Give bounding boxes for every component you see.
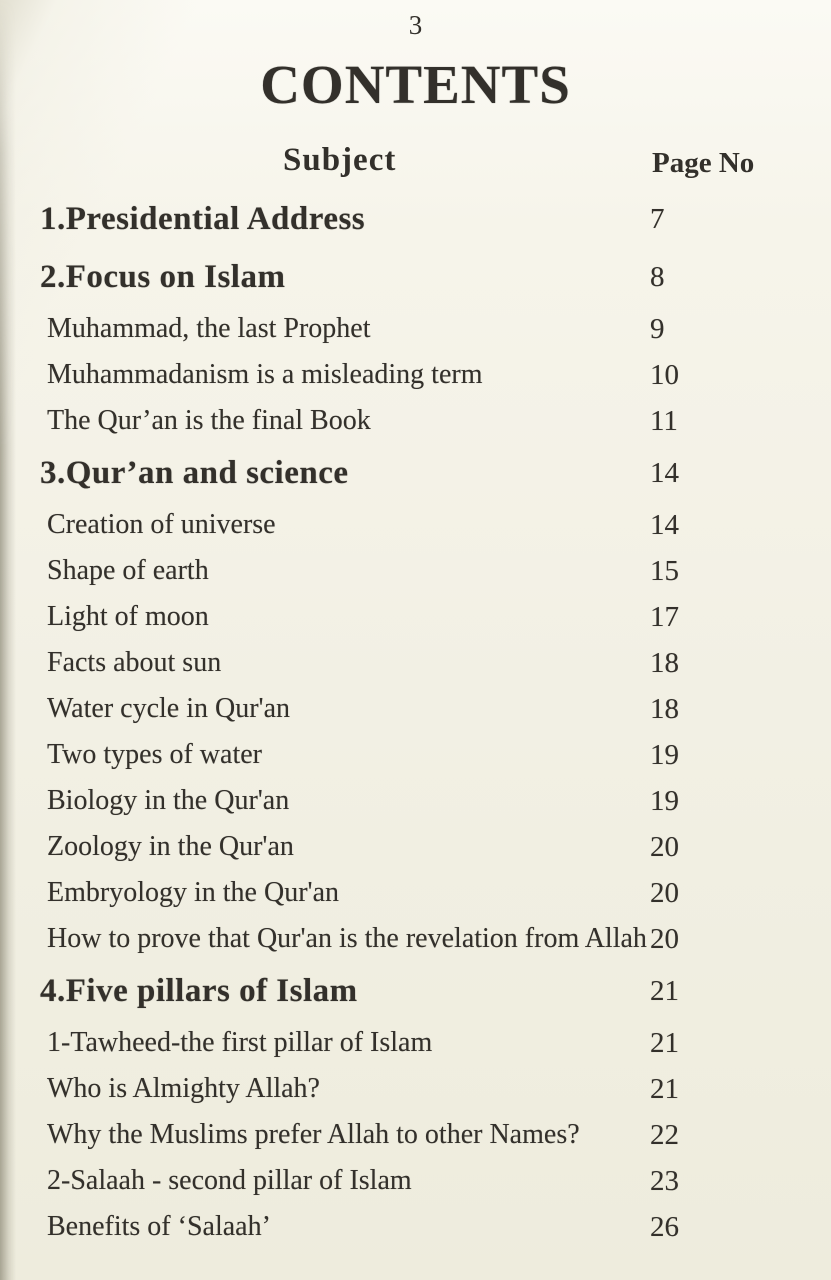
toc-row: [0, 306, 831, 352]
toc-entry-page: 19: [650, 784, 679, 817]
toc-entry-page: 21: [650, 1072, 679, 1105]
toc-entry-label: Creation of universe: [47, 509, 276, 540]
toc-entry-label: 2.Focus on Islam: [40, 258, 286, 295]
toc-entry-page: 11: [650, 404, 678, 437]
subject-column-header: Subject: [283, 142, 397, 178]
toc-entry-page: 22: [650, 1118, 679, 1151]
toc-entry-label: 4.Five pillars of Islam: [40, 972, 358, 1009]
toc-entry-page: 17: [650, 600, 679, 633]
toc-row: [0, 870, 831, 916]
toc-entry-label: Benefits of ‘Salaah’: [47, 1211, 271, 1242]
toc-entry-label: Zoology in the Qur'an: [47, 831, 294, 862]
folio-page-number: 3: [408, 10, 423, 40]
toc-entry-page: 8: [650, 260, 665, 293]
toc-entry-page: 7: [650, 202, 665, 235]
toc-entry-label: Muhammadanism is a misleading term: [47, 359, 483, 390]
toc-entry-page: 18: [650, 646, 679, 679]
toc-list: [0, 190, 831, 1250]
toc-entry-page: 23: [650, 1164, 679, 1197]
toc-row: [0, 444, 831, 502]
toc-row: [0, 1020, 831, 1066]
toc-entry-page: 19: [650, 738, 679, 771]
toc-entry-label: Why the Muslims prefer Allah to other Names?: [47, 1119, 580, 1150]
toc-row: [0, 1158, 831, 1204]
toc-entry-label: 2-Salaah - second pillar of Islam: [47, 1165, 412, 1196]
toc-entry-page: 10: [650, 358, 679, 391]
toc-row: [0, 778, 831, 824]
toc-row: [0, 732, 831, 778]
toc-row: [0, 548, 831, 594]
toc-entry-label: Who is Almighty Allah?: [47, 1073, 320, 1104]
toc-entry-label: Light of moon: [47, 601, 209, 632]
toc-entry-label: Muhammad, the last Prophet: [47, 313, 371, 344]
toc-row: [0, 502, 831, 548]
toc-entry-page: 18: [650, 692, 679, 725]
toc-entry-page: 26: [650, 1210, 679, 1243]
toc-row: [0, 248, 831, 306]
toc-entry-label: Facts about sun: [47, 647, 222, 678]
toc-row: [0, 190, 831, 248]
toc-row: [0, 686, 831, 732]
toc-entry-page: 20: [650, 922, 679, 955]
toc-row: [0, 594, 831, 640]
toc-entry-label: The Qur’an is the final Book: [47, 405, 371, 436]
toc-entry-page: 20: [650, 830, 679, 863]
toc-row: [0, 962, 831, 1020]
toc-row: [0, 824, 831, 870]
toc-entry-page: 14: [650, 456, 679, 489]
toc-row: [0, 352, 831, 398]
toc-entry-page: 20: [650, 876, 679, 909]
toc-entry-label: 1.Presidential Address: [40, 200, 366, 237]
toc-row: [0, 398, 831, 444]
toc-entry-label: Shape of earth: [47, 555, 209, 586]
toc-entry-page: 9: [650, 312, 665, 345]
toc-row: [0, 1066, 831, 1112]
toc-entry-label: Embryology in the Qur'an: [47, 877, 339, 908]
toc-entry-page: 14: [650, 508, 679, 541]
toc-entry-label: 3.Qur’an and science: [40, 454, 349, 491]
contents-title: CONTENTS: [260, 54, 571, 115]
toc-entry-page: 21: [650, 1026, 679, 1059]
toc-entry-label: Two types of water: [47, 739, 262, 770]
page-no-column-header: Page No: [652, 147, 755, 179]
toc-entry-page: 15: [650, 554, 679, 587]
toc-entry-label: How to prove that Qur'an is the revelation from Allah: [47, 923, 647, 954]
toc-row: [0, 916, 831, 962]
toc-entry-label: Water cycle in Qur'an: [47, 693, 291, 724]
column-headers: [0, 142, 831, 184]
toc-entry-label: 1-Tawheed-the first pillar of Islam: [47, 1027, 433, 1058]
toc-row: [0, 1112, 831, 1158]
toc-entry-page: 21: [650, 974, 679, 1007]
toc-row: [0, 640, 831, 686]
toc-entry-label: Biology in the Qur'an: [47, 785, 290, 816]
toc-row: [0, 1204, 831, 1250]
